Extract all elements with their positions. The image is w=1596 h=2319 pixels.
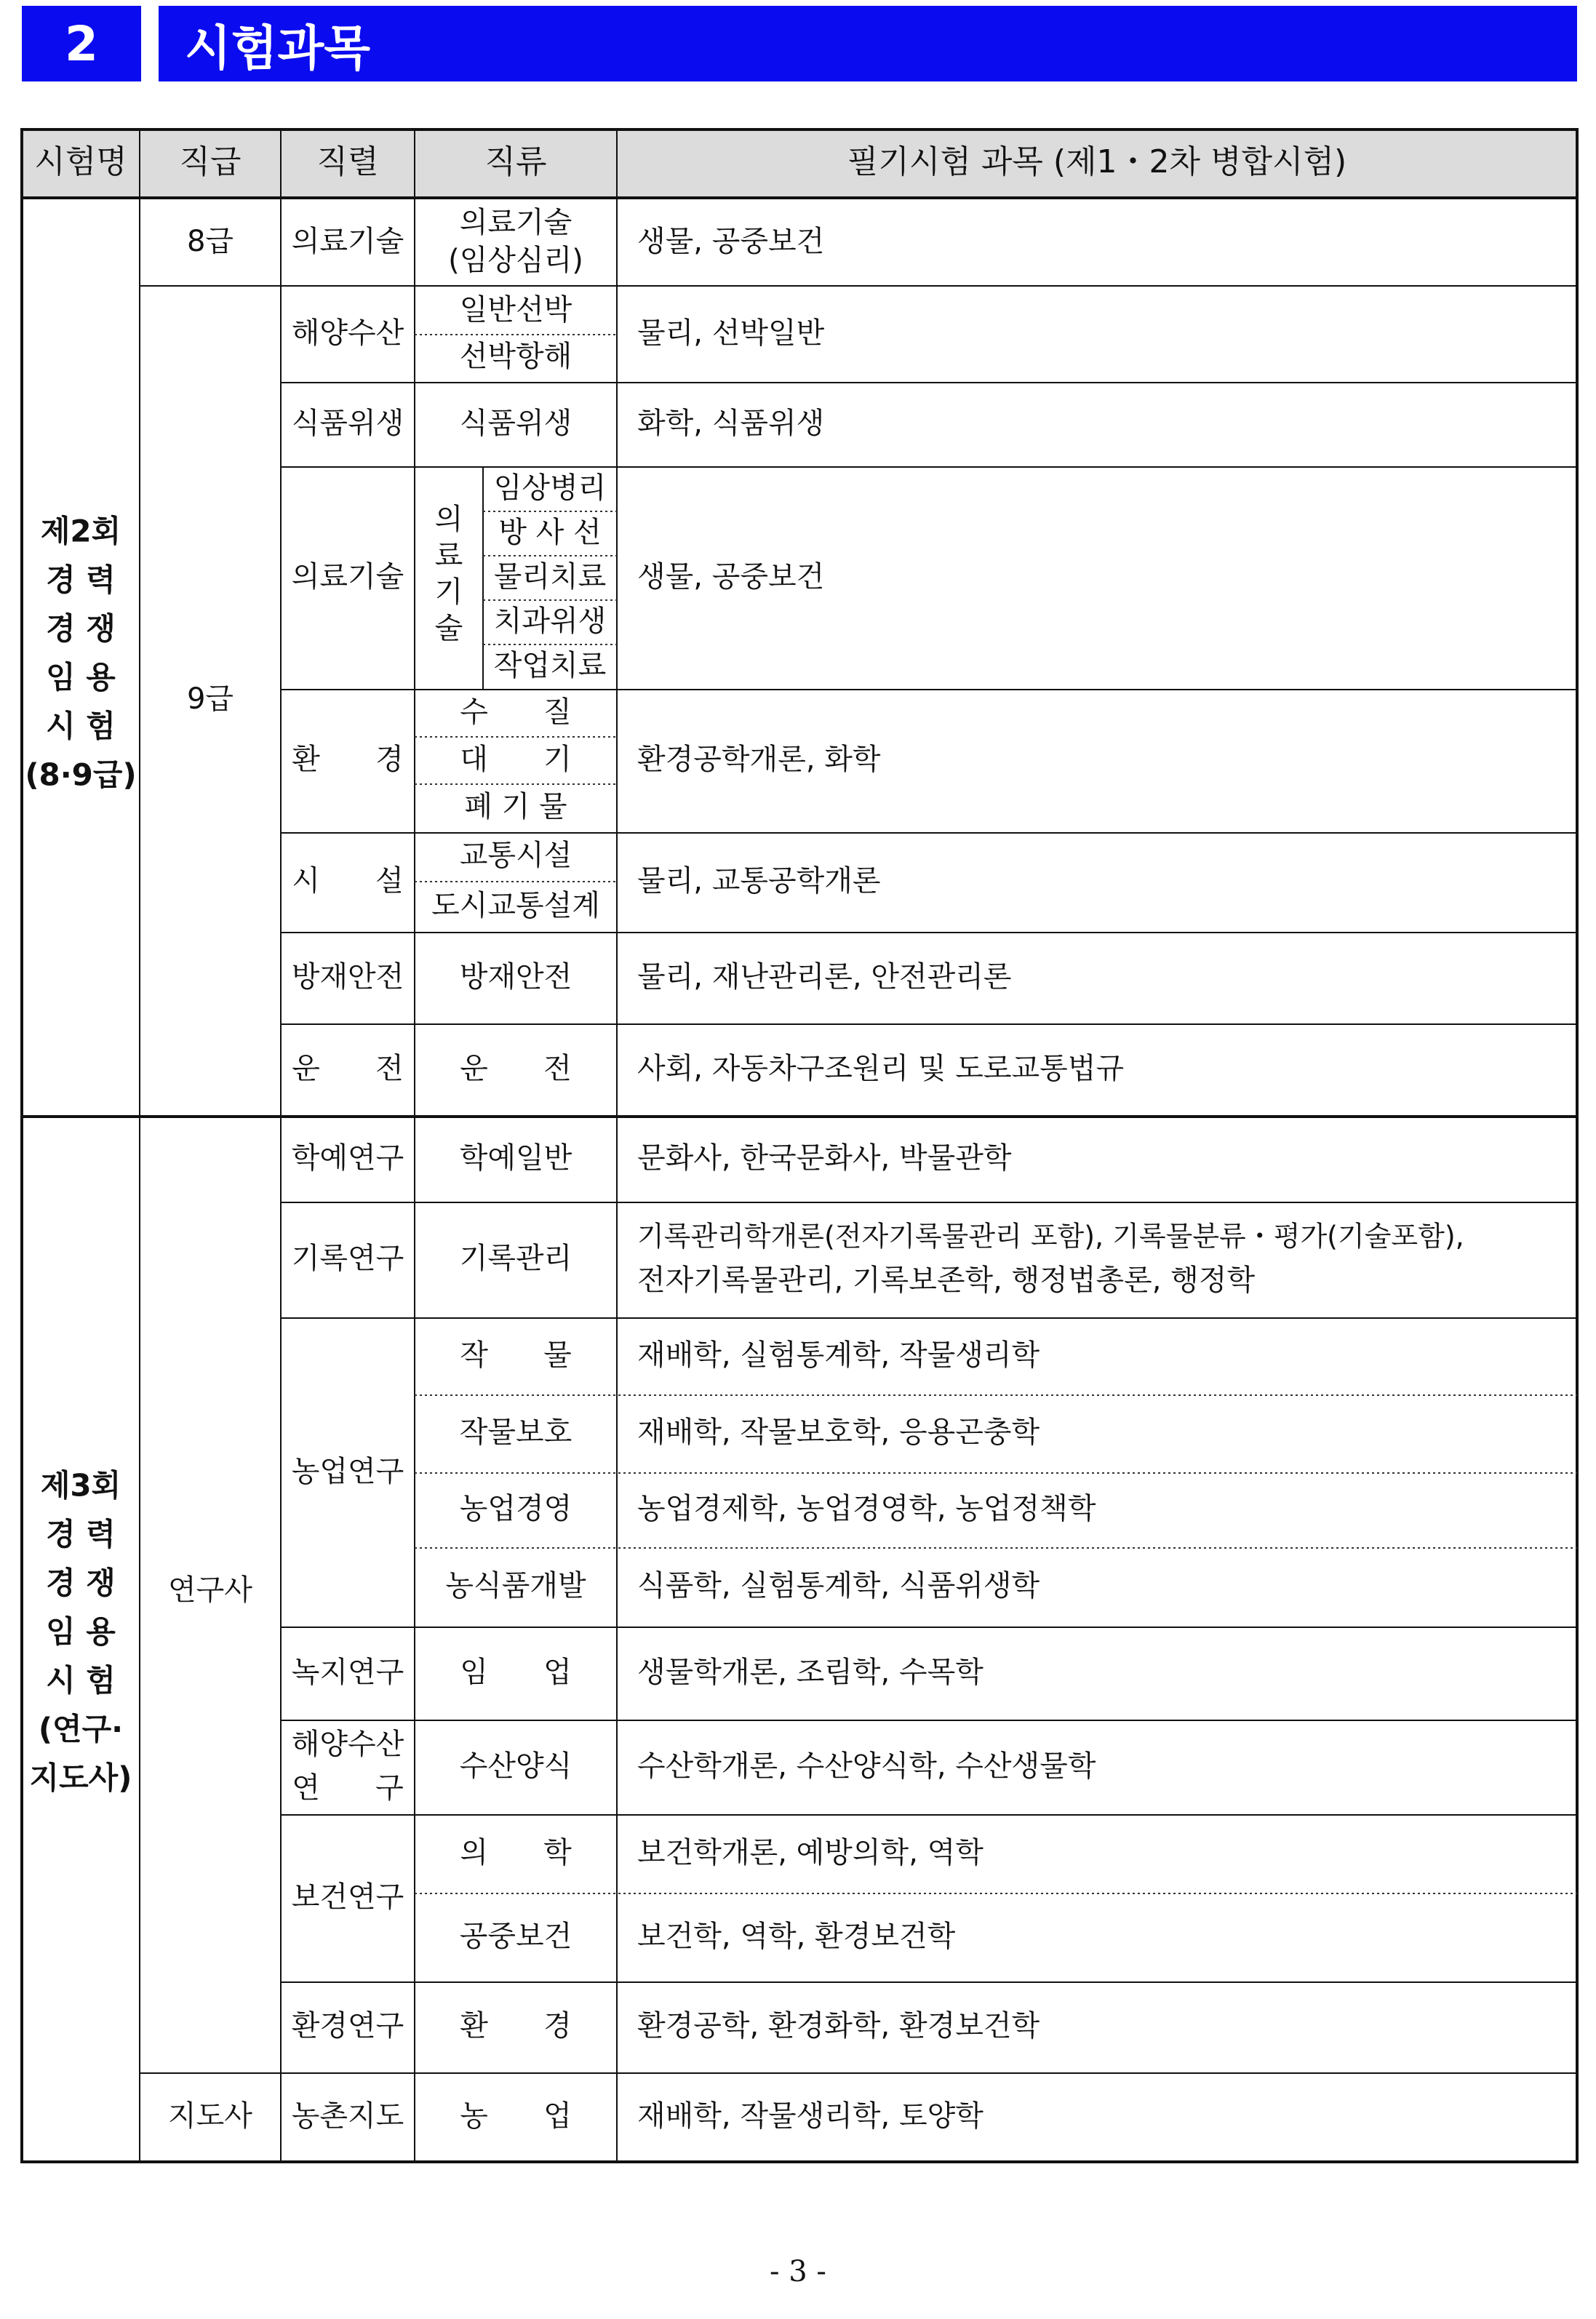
header-subjects: 필기시험 과목 (제1・2차 병합시험) [847,143,1347,180]
exam2-line: (8·9급) [25,757,137,793]
grade-researcher: 연구사 [168,1573,252,1607]
series-cell: 기록연구 [291,1242,404,1275]
class-cell: 일반선박 [459,293,572,327]
header-series: 직렬 [316,143,379,180]
series-cell: 방재안전 [291,960,404,994]
class-group-char: 술 [434,612,463,645]
subjects-cell: 환경공학, 환경화학, 환경보건학 [637,2009,1040,2043]
class-cell: 의료기술 [459,206,572,239]
exam3-line: 임 용 [46,1613,116,1650]
class-cell: 환 경 [460,2009,572,2043]
class-cell: 기록관리 [459,1242,572,1275]
exam3-line: 시 험 [46,1662,116,1699]
class-cell: 작업치료 [493,649,607,682]
exam2-line: 경 력 [46,562,116,598]
subjects-cell: 보건학, 역학, 환경보건학 [637,1920,956,1953]
series-cell: 환경연구 [291,2009,404,2043]
class-cell: 폐 기 물 [464,790,567,823]
header-exam-name: 시험명 [34,143,127,180]
class-cell: (임상심리) [448,244,583,277]
exam3-line: 경 쟁 [46,1565,116,1601]
subjects-cell: 환경공학개론, 화학 [637,743,881,776]
series-cell: 해양수산 [291,316,404,350]
class-cell: 의 학 [460,1836,572,1869]
subjects-cell: 물리, 재난관리론, 안전관리론 [637,960,1012,994]
header-class: 직류 [484,143,547,180]
series-cell: 연 구 [292,1771,404,1805]
class-cell: 작물보호 [459,1416,572,1449]
class-cell: 물리치료 [493,560,607,594]
class-cell: 농 업 [460,2099,572,2133]
subjects-cell: 문화사, 한국문화사, 박물관학 [637,1141,1012,1175]
class-group-char: 료 [434,539,463,572]
class-cell: 교통시설 [459,839,572,872]
series-cell: 농촌지도 [291,2099,404,2133]
exam3-line: (연구· [38,1711,124,1747]
subjects-cell: 보건학개론, 예방의학, 역학 [637,1836,983,1869]
subjects-cell: 재배학, 작물생리학, 토양학 [637,2099,983,2133]
exam3-line: 경 력 [46,1516,116,1552]
subjects-cell: 재배학, 실험통계학, 작물생리학 [637,1338,1040,1372]
series-cell: 식품위생 [291,407,404,440]
series-cell: 의료기술 [291,225,404,258]
exam2-line: 임 용 [46,659,116,695]
class-cell: 임상병리 [493,471,607,505]
section-title: 시험과목 [159,6,1577,81]
subjects-cell: 생물, 공중보건 [637,225,825,258]
exam3-line: 지도사) [29,1760,132,1796]
series-cell: 농업연구 [291,1455,404,1488]
class-cell: 방재안전 [459,960,572,994]
series-cell: 환 경 [292,743,404,776]
subjects-cell: 수산학개론, 수산양식학, 수산생물학 [637,1749,1096,1783]
class-cell: 수 질 [460,695,572,729]
class-cell: 작 물 [460,1338,572,1372]
subjects-cell: 전자기록물관리, 기록보존학, 행정법총론, 행정학 [637,1264,1256,1297]
subjects-cell: 화학, 식품위생 [637,407,825,440]
exam2-line: 경 쟁 [46,610,116,647]
grade-8: 8급 [186,225,234,258]
series-cell: 녹지연구 [291,1656,404,1689]
series-cell: 해양수산 [291,1728,404,1761]
class-cell: 학예일반 [459,1141,572,1175]
grade-9: 9급 [186,682,234,716]
class-cell: 선박항해 [459,340,572,373]
class-cell: 식품위생 [459,407,572,440]
class-cell: 치과위생 [493,604,607,638]
class-group-char: 의 [434,503,463,536]
subjects-cell: 농업경제학, 농업경영학, 농업정책학 [637,1492,1096,1525]
class-cell: 운 전 [460,1052,572,1085]
series-cell: 학예연구 [291,1141,404,1175]
series-cell: 운 전 [292,1052,404,1085]
header-grade: 직급 [179,143,242,180]
subjects-cell: 물리, 교통공학개론 [637,864,881,898]
class-cell: 대 기 [460,743,572,776]
exam2-line: 제2회 [40,513,121,549]
series-cell: 보건연구 [291,1880,404,1914]
class-cell: 공중보건 [459,1920,572,1953]
exam3-line: 제3회 [40,1467,121,1504]
class-group-char: 기 [434,575,463,609]
page-number: - 3 - [770,2255,826,2288]
class-cell: 도시교통설계 [431,889,600,922]
subjects-cell: 재배학, 작물보호학, 응용곤충학 [637,1416,1040,1449]
class-cell: 수산양식 [459,1749,572,1783]
subjects-cell: 사회, 자동차구조원리 및 도로교통법규 [637,1052,1125,1085]
grade-advisor: 지도사 [168,2099,252,2133]
subjects-cell: 생물학개론, 조림학, 수목학 [637,1656,983,1689]
subjects-cell: 물리, 선박일반 [637,316,825,350]
subjects-cell: 식품학, 실험통계학, 식품위생학 [637,1569,1040,1602]
series-cell: 의료기술 [291,560,404,594]
subjects-cell: 기록관리학개론(전자기록물관리 포함), 기록물분류・평가(기술포함), [637,1220,1464,1253]
class-cell: 농식품개발 [445,1569,586,1602]
class-cell: 농업경영 [459,1492,572,1525]
class-cell: 임 업 [460,1656,572,1689]
subjects-cell: 생물, 공중보건 [637,560,825,594]
section-number: 2 [22,6,141,81]
class-cell: 방 사 선 [498,516,602,549]
series-cell: 시 설 [292,864,404,898]
exam2-line: 시 험 [46,708,116,744]
